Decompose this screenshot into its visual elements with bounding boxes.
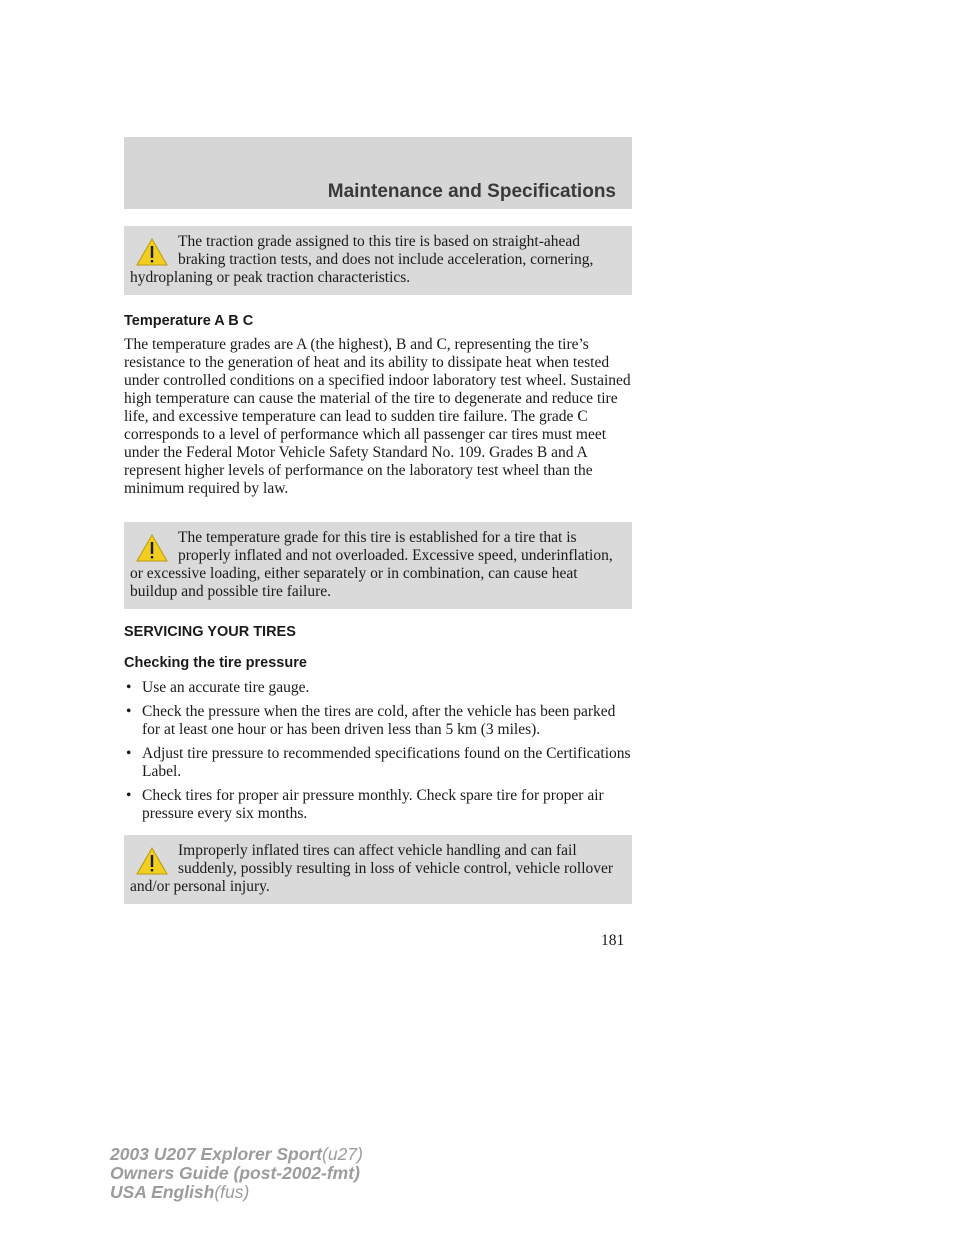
list-item: • Check tires for proper air pressure monthly. Check spare tire for proper air pressure every six months. (126, 787, 604, 822)
temperature-heading: Temperature A B C (124, 313, 254, 329)
warning-box-inflation (124, 835, 632, 904)
warning-box-traction (124, 226, 632, 295)
footer-model-code: (u27) (322, 1144, 363, 1164)
warning-text: The traction grade assigned to this tire is based on straight-ahead braking traction tests, and does not include acceleration, cornering, hydroplaning or peak traction characteristics. (130, 233, 594, 286)
servicing-heading: SERVICING YOUR TIRES (124, 624, 296, 640)
tire-pressure-list (124, 679, 636, 823)
footer-language-code: (fus) (214, 1182, 250, 1202)
warning-triangle-icon (130, 235, 174, 269)
temperature-paragraph: The temperature grades are A (the highest), B and C, representing the tire’s resistance to the generation of heat and its ability to dissipate heat when tested under controlled conditions on a specified indoor laboratory test wheel. Sustained high temperature can cause the material of the tire to degenerate and reduce tire life, and excessive temperature can lead to sudden tire failure. The grade C corresponds to a level of performance which all passenger car tires must meet under the Federal Motor Vehicle Safety Standard No. 109. Grades B and A represent higher levels of performance on the laboratory test wheel than the minimum required by law. (124, 336, 631, 497)
warning-triangle-icon (130, 844, 174, 878)
warning-box-temperature (124, 522, 632, 609)
bullet-icon: • (126, 679, 132, 696)
footer-model: 2003 U207 Explorer Sport (110, 1144, 323, 1164)
tire-pressure-subheading: Checking the tire pressure (124, 655, 307, 671)
page-number: 181 (601, 932, 625, 949)
warning-triangle-icon (130, 531, 174, 565)
footer-guide: Owners Guide (post-2002-fmt) (110, 1163, 360, 1183)
warning-text: Improperly inflated tires can affect vehicle handling and can fail suddenly, possibly resulting in loss of vehicle control, vehicle rollover and/or personal injury. (130, 842, 614, 895)
warning-text: The temperature grade for this tire is established for a tire that is properly inflated and not overloaded. Excessive speed, underinflation, or excessive loading, either separately or in combination, can cause heat buildup and possible tire failure. (130, 529, 613, 600)
footer-language: USA English (110, 1182, 215, 1202)
bullet-icon: • (126, 787, 132, 804)
section-header-band (124, 137, 632, 209)
document-footer (110, 1145, 363, 1202)
list-item: • Use an accurate tire gauge. (126, 679, 310, 696)
section-title: Maintenance and Specifications (327, 181, 616, 202)
bullet-icon: • (126, 745, 132, 762)
bullet-icon: • (126, 703, 132, 720)
list-item: • Check the pressure when the tires are cold, after the vehicle has been parked for at least one hour or has been driven less than 5 km (3 miles). (126, 703, 616, 738)
list-item: • Adjust tire pressure to recommended specifications found on the Certifications Label. (126, 745, 631, 780)
